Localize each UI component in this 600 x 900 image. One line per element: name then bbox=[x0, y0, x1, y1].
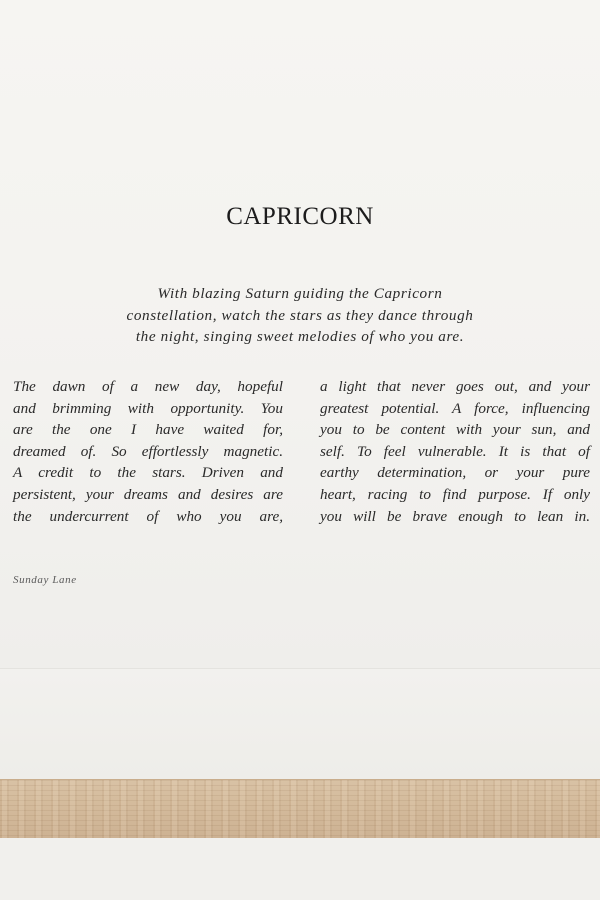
right-column-line: earthy determination, or your pure bbox=[320, 464, 590, 482]
right-column-line: greatest potential. A force, influencing bbox=[320, 399, 590, 417]
intro-line: constellation, watch the stars as they dance through bbox=[126, 306, 474, 324]
right-column-line: heart, racing to find purpose. If only bbox=[320, 485, 590, 503]
left-column-line: and brimming with opportunity. You bbox=[13, 399, 283, 417]
wooden-shelf bbox=[0, 779, 600, 839]
right-column-line: self. To feel vulnerable. It is that of bbox=[320, 442, 590, 460]
left-column-text bbox=[13, 376, 283, 527]
intro-line: With blazing Saturn guiding the Capricorn bbox=[157, 285, 443, 302]
left-column-line: the undercurrent of who you are, bbox=[13, 507, 283, 525]
intro-line: the night, singing sweet melodies of who you are. bbox=[135, 328, 465, 345]
left-column-line: dreamed of. So effortlessly magnetic. bbox=[13, 442, 283, 460]
intro-paragraph bbox=[100, 283, 500, 348]
left-column-line: A credit to the stars. Driven and bbox=[13, 464, 283, 482]
right-column-text bbox=[320, 376, 590, 527]
left-column-line: The dawn of a new day, hopeful bbox=[13, 378, 283, 395]
right-column-line: you will be brave enough to lean in. bbox=[320, 507, 590, 525]
left-column-line: persistent, your dreams and desires are bbox=[13, 485, 283, 503]
right-column-line: a light that never goes out, and your bbox=[320, 378, 590, 395]
wall-background bbox=[0, 838, 600, 900]
poster-title: CAPRICORN bbox=[226, 203, 374, 230]
right-column-line: you to be content with your sun, and bbox=[320, 421, 590, 439]
frame-mat bbox=[0, 669, 600, 779]
brand-signature: Sunday Lane bbox=[13, 574, 77, 586]
left-column-line: are the one I have waited for, bbox=[13, 421, 283, 439]
